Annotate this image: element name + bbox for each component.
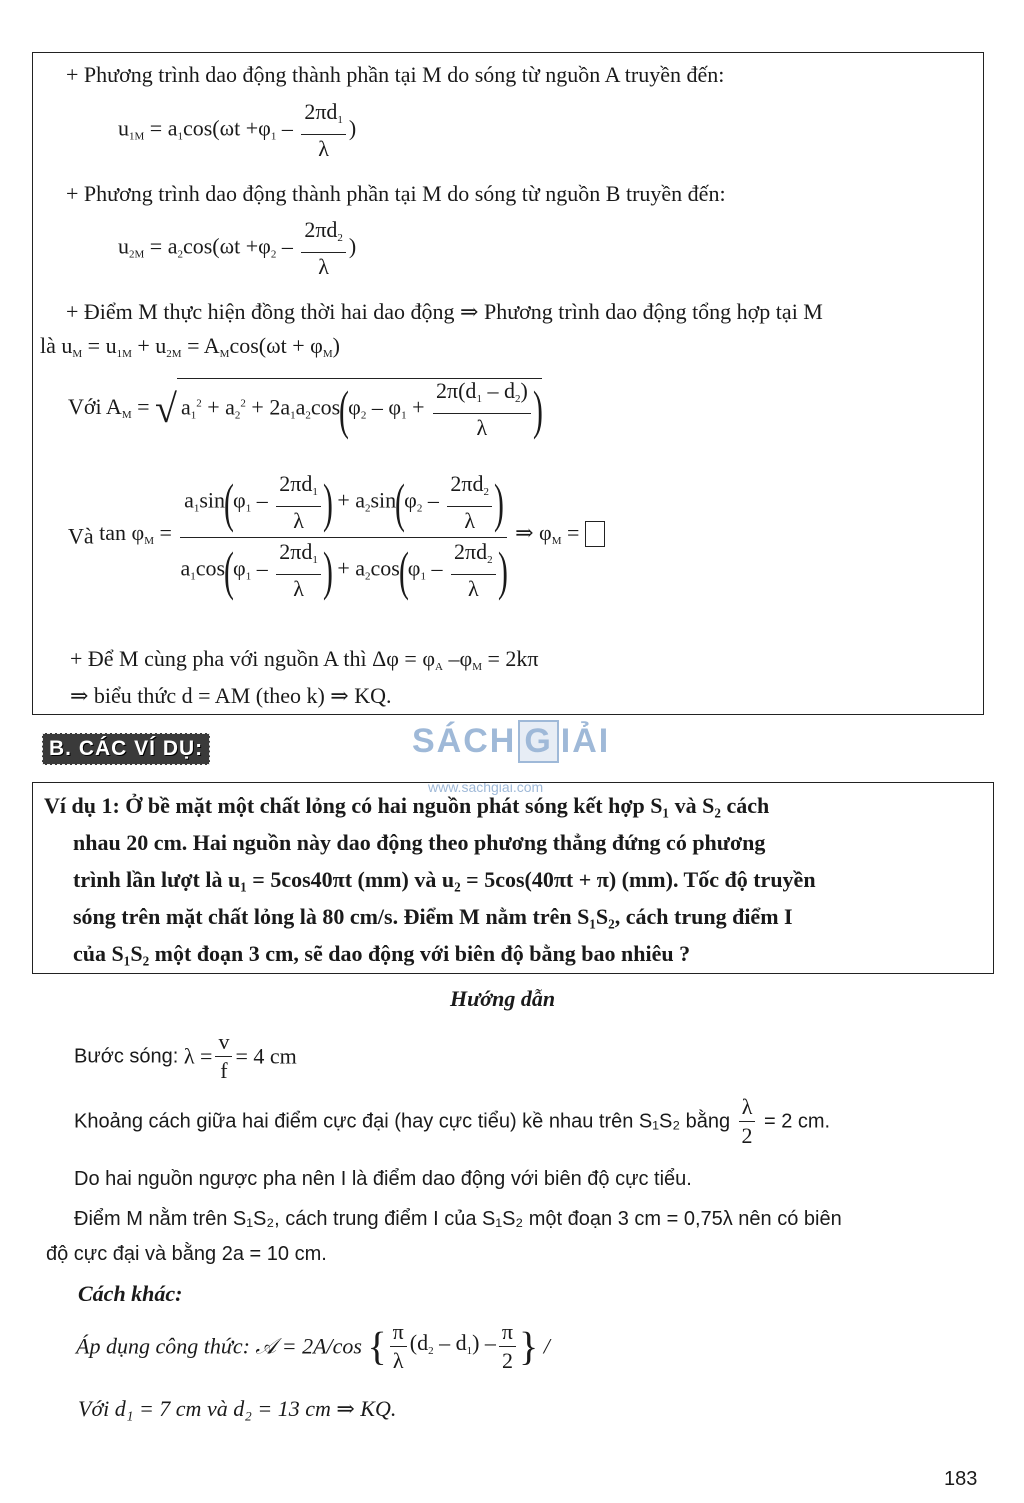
example-line-5: của S₁S₂ một đoạn 3 cm, sẽ dao động với biên độ bằng bao nhiêu ?	[73, 941, 691, 966]
apply-formula: Áp dụng công thức: 𝒜 = 2A/cos { $\frac{\pi}{\lambda}$ $(d_2 - d_1)$ – $\frac{\pi}{2}$ } /	[76, 1319, 550, 1373]
page-number: 183	[944, 1468, 978, 1490]
theory-line-5: + Để M cùng pha với nguồn A thì $\Delta\varphi = \varphi_A$ $-\varphi_M = 2k\pi$	[70, 646, 539, 673]
example-line-3: trình lần lượt là u₁ = 5cos40πt (mm) và u₂ = 5cos(40πt + π) (mm). Tốc độ truyền	[73, 867, 816, 892]
formula-am: Với $A_M$ = √ $a_1^2 + a_2^2 + 2a_1a_2\cos(\varphi_2 - \varphi_1$ + $\frac{2\pi(d_1 - d_2)}{\lambda}$ )	[68, 378, 543, 440]
guide-p4b: độ cực đại và bằng 2a = 10 cm.	[46, 1243, 327, 1265]
watermark-url: www.sachgiai.com	[428, 779, 544, 795]
guide-title: Hướng dẫn	[450, 986, 556, 1011]
la-label: là	[40, 333, 56, 358]
watermark-logo: SÁCH G IẢI	[412, 720, 610, 763]
guide-p3: Do hai nguồn ngược pha nên I là điểm dao động với biên độ cực tiểu.	[74, 1168, 692, 1190]
section-badge: B. CÁC VÍ DỤ:	[42, 733, 210, 765]
formula-um: là $u_M = u_{1M} + u_{2M} = A_M\cos(\omega t + \varphi_M)$	[40, 333, 340, 360]
alt-title: Cách khác:	[78, 1281, 183, 1306]
voi-label: Với	[68, 394, 102, 420]
theory-line-3: + Điểm M thực hiện đồng thời hai dao động ⇒ Phương trình dao động tổng hợp tại M	[66, 299, 823, 324]
guide-p4a: Điểm M nằm trên S₁S₂, cách trung điểm I của S₁S₂ một đoạn 3 cm = 0,75λ nên có biên	[74, 1208, 842, 1230]
formula-u1m: $u_{1M} = a_1\cos(\omega t +\varphi_1$ – $\frac{2\pi d_1}{\lambda}$ )	[118, 99, 357, 161]
theory-line-6: ⇒ biểu thức d = AM (theo k) ⇒ KQ.	[70, 683, 392, 708]
va-label: Và	[68, 523, 94, 549]
wave-length: Bước sóng: λ = $\frac{v}{f}$ = 4 cm	[74, 1029, 297, 1083]
formula-tan: Và $\tan \varphi_M$ = $a_1\sin(\varphi_1$ – $\frac{2\pi d_1}{\lambda}$ ) + $a_2\sin(\varphi_2$ – $\frac{2\pi d_2}{\lambda}$ ) $a_1\cos(\varphi_1$ – $\frac{2\pi d_1}{\lambda}$ ) + $a_2\cos(\varphi_1$ – $\frac{2\pi d_2}{\lambda}$ ) ⇒ $\varphi_M$ =	[68, 472, 605, 612]
example-line-2: nhau 20 cm. Hai nguồn này dao động theo phương thẳng đứng có phương	[73, 830, 766, 855]
formula-u2m: $u_{2M} = a_2\cos(\omega t +\varphi_2$ – $\frac{2\pi d_2}{\lambda}$ )	[118, 217, 357, 279]
example-line-4: sóng trên mặt chất lỏng là 80 cm/s. Điểm M nằm trên S₁S₂, cách trung điểm I	[73, 904, 793, 929]
theory-line-1: + Phương trình dao động thành phần tại M do sóng từ nguồn A truyền đến:	[66, 62, 725, 87]
empty-box	[585, 521, 605, 547]
distance-line: Khoảng cách giữa hai điểm cực đại (hay cực tiểu) kề nhau trên S₁S₂ bằng $\frac{\lambda}{2}$ = 2 cm.	[74, 1094, 831, 1148]
example-line-1: Ví dụ 1: Ở bề mặt một chất lỏng có hai nguồn phát sóng kết hợp S₁ và S₂ cách	[44, 793, 770, 818]
theory-line-2: + Phương trình dao động thành phần tại M do sóng từ nguồn B truyền đến:	[66, 181, 726, 206]
with-values: Với d₁ = 7 cm và d₂ = 13 cm ⇒ KQ.	[78, 1396, 397, 1421]
